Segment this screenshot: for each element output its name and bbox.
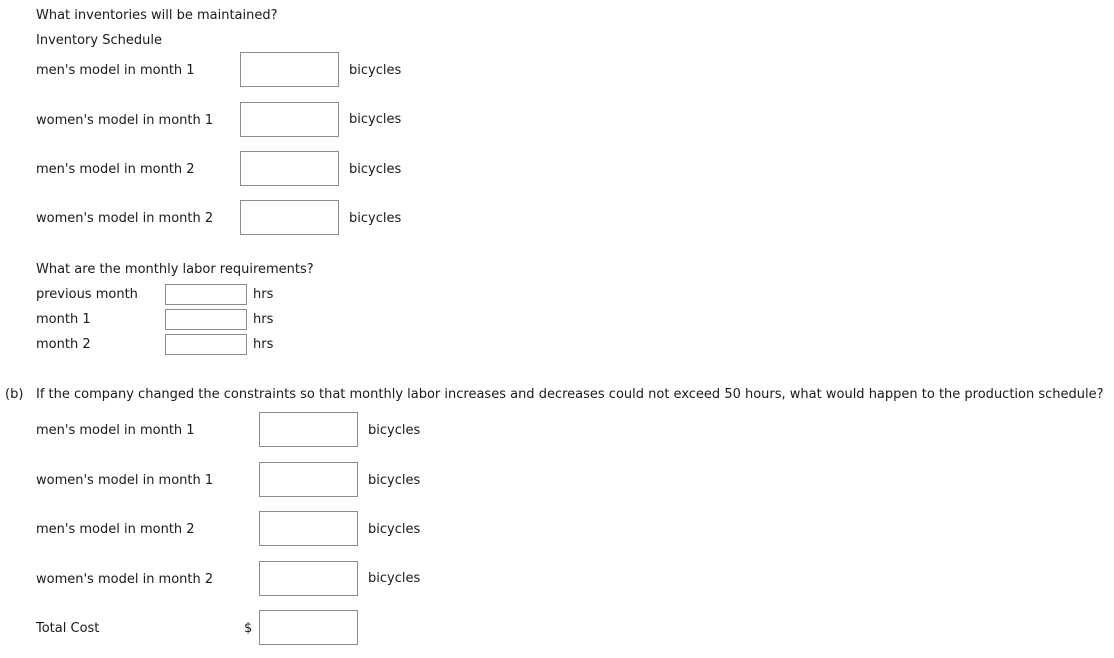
- inventory-label-mens-month-1: men's model in month 1: [36, 63, 195, 78]
- b-input-womens-month-1[interactable]: [259, 462, 358, 497]
- part-b-marker: (b): [5, 387, 24, 402]
- b-input-womens-month-2[interactable]: [259, 561, 358, 596]
- b-label-mens-month-1: men's model in month 1: [36, 423, 195, 438]
- b-label-womens-month-1: women's model in month 1: [36, 473, 214, 488]
- b-unit-mens-month-2: bicycles: [368, 522, 421, 537]
- labor-unit-month-1: hrs: [253, 312, 274, 327]
- inventory-label-mens-month-2: men's model in month 2: [36, 162, 195, 177]
- part-b-question: If the company changed the constraints so that monthly labor increases and decreases could not exceed 50 hours, what would happen to the production schedule?: [36, 387, 1104, 402]
- b-unit-mens-month-1: bicycles: [368, 423, 421, 438]
- labor-input-previous-month[interactable]: [165, 284, 247, 305]
- inventory-unit-mens-month-2: bicycles: [349, 162, 402, 177]
- inventory-unit-womens-month-2: bicycles: [349, 211, 402, 226]
- inventory-input-womens-month-2[interactable]: [240, 200, 339, 235]
- total-cost-label: Total Cost: [36, 621, 100, 636]
- labor-input-month-2[interactable]: [165, 334, 247, 355]
- inventory-label-womens-month-1: women's model in month 1: [36, 113, 214, 128]
- inventory-input-womens-month-1[interactable]: [240, 102, 339, 137]
- labor-unit-previous-month: hrs: [253, 287, 274, 302]
- labor-question: What are the monthly labor requirements?: [36, 262, 314, 277]
- labor-unit-month-2: hrs: [253, 337, 274, 352]
- inventory-label-womens-month-2: women's model in month 2: [36, 211, 214, 226]
- b-input-mens-month-1[interactable]: [259, 412, 358, 447]
- b-input-mens-month-2[interactable]: [259, 511, 358, 546]
- labor-label-previous-month: previous month: [36, 287, 138, 302]
- b-unit-womens-month-1: bicycles: [368, 473, 421, 488]
- labor-input-month-1[interactable]: [165, 309, 247, 330]
- total-cost-input[interactable]: [259, 610, 358, 645]
- inventory-question: What inventories will be maintained?: [36, 8, 278, 23]
- inventory-input-mens-month-2[interactable]: [240, 151, 339, 186]
- inventory-unit-mens-month-1: bicycles: [349, 63, 402, 78]
- labor-label-month-2: month 2: [36, 337, 91, 352]
- b-unit-womens-month-2: bicycles: [368, 571, 421, 586]
- b-label-womens-month-2: women's model in month 2: [36, 572, 214, 587]
- inventory-unit-womens-month-1: bicycles: [349, 112, 402, 127]
- labor-label-month-1: month 1: [36, 312, 91, 327]
- inventory-input-mens-month-1[interactable]: [240, 52, 339, 87]
- currency-symbol: $: [244, 621, 253, 636]
- b-label-mens-month-2: men's model in month 2: [36, 522, 195, 537]
- inventory-schedule-heading: Inventory Schedule: [36, 33, 162, 48]
